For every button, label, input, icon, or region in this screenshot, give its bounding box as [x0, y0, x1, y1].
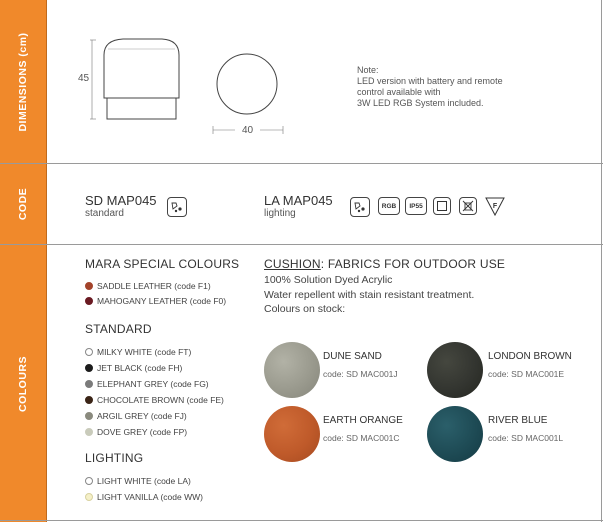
ip-rating-icon: IP55 — [405, 197, 427, 215]
swatch-dot — [85, 396, 93, 404]
fabric-code: code: SD MAC001C — [323, 433, 400, 443]
dimensions-label: DIMENSIONS (cm) — [17, 31, 29, 132]
divider — [601, 0, 602, 522]
standard-code: SD MAP045 — [85, 193, 157, 208]
lighting-code-label: lighting — [264, 208, 296, 219]
dimensions-note — [357, 65, 503, 109]
svg-text:F: F — [492, 203, 498, 210]
divider — [0, 163, 603, 164]
fabric-name: RIVER BLUE — [488, 415, 548, 426]
swatch-dot — [85, 477, 93, 485]
swatch-dot — [85, 297, 93, 305]
swatch-mahogany-leather — [85, 296, 226, 306]
swatch-dot — [85, 364, 93, 372]
swatch-label: JET BLACK (code FH) — [97, 363, 183, 373]
fabric-name: DUNE SAND — [323, 351, 382, 362]
swatch-label: ELEPHANT GREY (code FG) — [97, 379, 209, 389]
swatch-dot — [85, 348, 93, 356]
dimensions-sidebar — [0, 0, 47, 163]
swatch-label: LIGHT WHITE (code LA) — [97, 476, 191, 486]
fabric-code: code: SD MAC001J — [323, 369, 398, 379]
swatch-dot — [85, 412, 93, 420]
fabric-swatch-earth-orange — [264, 406, 320, 462]
cushion-title-rest: : FABRICS FOR OUTDOOR USE — [320, 257, 506, 271]
swatch-light-white — [85, 476, 191, 486]
swatch-label: ARGIL GREY (code FJ) — [97, 411, 187, 421]
swatch-light-vanilla — [85, 492, 203, 502]
height-value: 45 — [78, 73, 90, 84]
swatch-elephant-grey — [85, 379, 209, 389]
swatch-saddle-leather — [85, 281, 211, 291]
swatch-label: LIGHT VANILLA (code WW) — [97, 492, 203, 502]
swatch-argil-grey — [85, 411, 187, 421]
colours-sidebar — [0, 245, 47, 522]
colours-label: COLOURS — [17, 355, 29, 412]
fabric-name: LONDON BROWN — [488, 351, 572, 362]
swatch-milky-white — [85, 347, 191, 357]
code-label: CODE — [17, 187, 29, 221]
note-line: Note: — [357, 65, 379, 75]
class-two-icon — [433, 197, 451, 215]
swatch-dot — [85, 428, 93, 436]
rgb-icon: RGB — [378, 197, 400, 215]
swatch-chocolate-brown — [85, 395, 224, 405]
f-mark-icon — [484, 195, 506, 217]
swatch-dove-grey — [85, 427, 187, 437]
note-line: control available with — [357, 87, 441, 97]
pouf-side-drawing — [90, 35, 190, 125]
divider — [0, 244, 603, 245]
standard-title: STANDARD — [85, 322, 152, 336]
swatch-label: SADDLE LEATHER (code F1) — [97, 281, 211, 291]
fabric-code: code: SD MAC001E — [488, 369, 565, 379]
cushion-line: Colours on stock: — [264, 303, 346, 315]
cushion-line: 100% Solution Dyed Acrylic — [264, 274, 393, 286]
swatch-label: MAHOGANY LEATHER (code F0) — [97, 296, 227, 306]
fabric-name: EARTH ORANGE — [323, 415, 403, 426]
code-sidebar — [0, 164, 47, 244]
swatch-dot — [85, 282, 93, 290]
divider — [0, 520, 603, 521]
swatch-label: CHOCOLATE BROWN (code FE) — [97, 395, 224, 405]
lighting-code: LA MAP045 — [264, 193, 333, 208]
cushion-line: Water repellent with stain resistant treatment. — [264, 288, 475, 301]
note-line: LED version with battery and remote — [357, 76, 503, 86]
swatch-jet-black — [85, 363, 182, 373]
hand-wash-icon — [167, 197, 187, 217]
swatch-dot — [85, 380, 93, 388]
swatch-dot — [85, 493, 93, 501]
cushion-title-underlined: CUSHION — [264, 257, 321, 271]
standard-code-label: standard — [85, 208, 124, 219]
special-colours-title: MARA SPECIAL COLOURS — [85, 257, 240, 271]
note-line: 3W LED RGB System included. — [357, 98, 484, 108]
fabric-swatch-river-blue — [427, 406, 483, 462]
width-value: 40 — [242, 125, 254, 136]
fabric-swatch-dune-sand — [264, 342, 320, 398]
lighting-title: LIGHTING — [85, 451, 144, 465]
no-bin-icon — [459, 197, 477, 215]
fabric-swatch-london-brown — [427, 342, 483, 398]
swatch-label: MILKY WHITE (code FT) — [97, 347, 192, 357]
swatch-label: DOVE GREY (code FP) — [97, 427, 188, 437]
hand-wash-icon — [350, 197, 370, 217]
fabric-code: code: SD MAC001L — [488, 433, 564, 443]
cushion-description — [264, 273, 474, 317]
cushion-title — [264, 257, 505, 271]
